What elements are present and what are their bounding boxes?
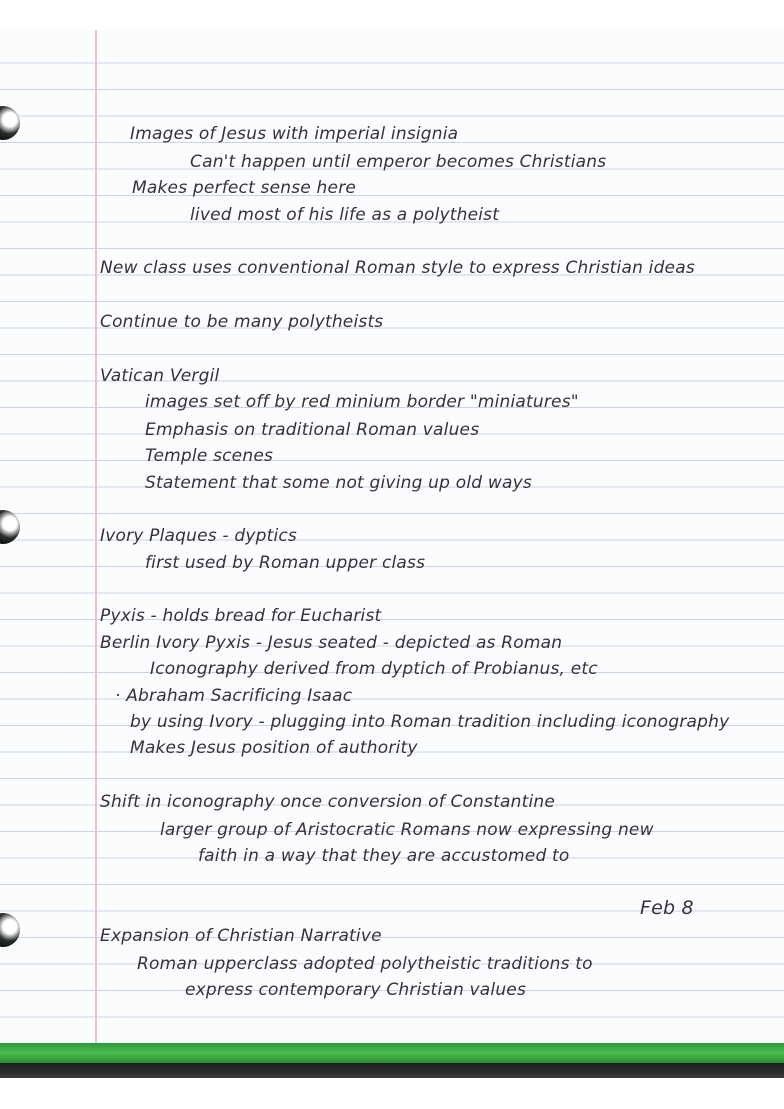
note-line: first used by Roman upper class <box>145 553 426 573</box>
note-line: Statement that some not giving up old ways <box>145 473 532 493</box>
note-line: Vatican Vergil <box>100 366 220 386</box>
note-line: Roman upperclass adopted polytheistic traditions to <box>137 954 593 974</box>
note-line: Can't happen until emperor becomes Christians <box>190 152 607 172</box>
note-line: Makes perfect sense here <box>132 178 357 198</box>
note-line: express contemporary Christian values <box>185 980 527 1000</box>
note-line: Berlin Ivory Pyxis - Jesus seated - depicted as Roman <box>100 633 563 653</box>
note-line: lived most of his life as a polytheist <box>190 205 500 225</box>
note-line: images set off by red minium border "miniatures" <box>145 392 579 412</box>
note-line: New class uses conventional Roman style to express Christian ideas <box>100 258 695 278</box>
note-line: faith in a way that they are accustomed to <box>198 846 570 866</box>
note-line: Ivory Plaques - dyptics <box>100 526 297 546</box>
note-line: Iconography derived from dyptich of Probianus, etc <box>150 659 598 679</box>
margin-line <box>95 30 97 1050</box>
note-line: Pyxis - holds bread for Eucharist <box>100 606 382 626</box>
note-line: Expansion of Christian Narrative <box>100 926 382 946</box>
note-line: Temple scenes <box>145 446 274 466</box>
note-line: · Abraham Sacrificing Isaac <box>115 686 353 706</box>
note-line: Continue to be many polytheists <box>100 312 384 332</box>
note-line: by using Ivory - plugging into Roman tradition including iconography <box>130 712 730 732</box>
note-line: Emphasis on traditional Roman values <box>145 420 480 440</box>
note-line: larger group of Aristocratic Romans now expressing new <box>160 820 654 840</box>
notebook-cover-edge-green <box>0 1043 784 1063</box>
note-line: Makes Jesus position of authority <box>130 738 418 758</box>
note-line: Images of Jesus with imperial insignia <box>130 124 459 144</box>
notebook-cover-edge-dark <box>0 1063 784 1078</box>
note-date: Feb 8 <box>640 897 694 919</box>
note-line: Shift in iconography once conversion of Constantine <box>100 792 556 812</box>
